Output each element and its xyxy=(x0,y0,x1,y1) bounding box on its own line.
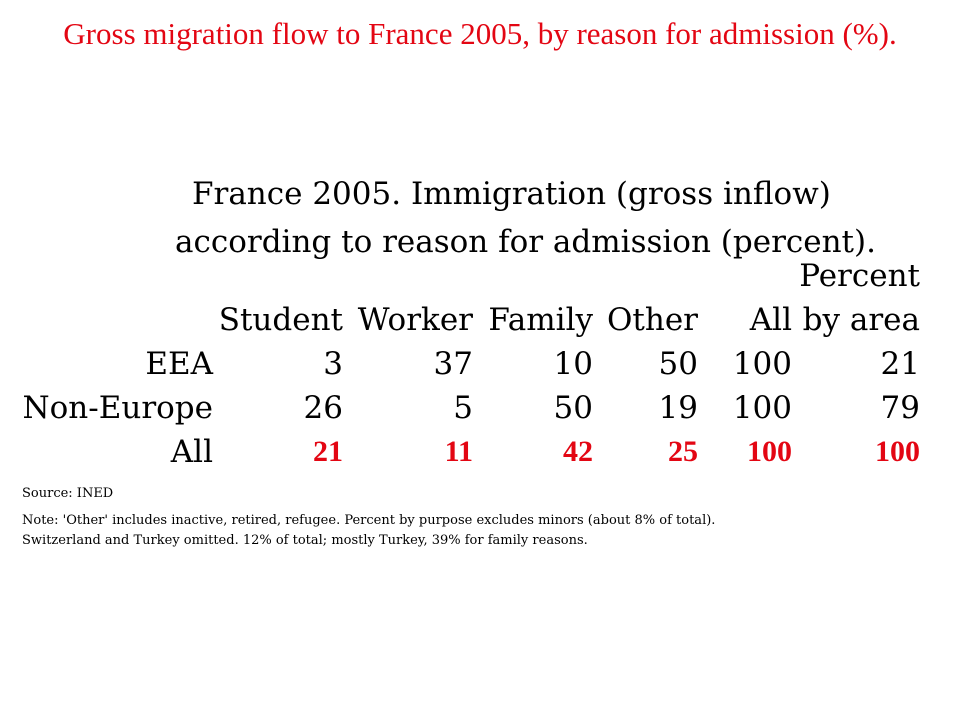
cell-all-family: 42 xyxy=(563,435,593,468)
column-header-family: Family xyxy=(488,302,593,338)
row-label-all: All xyxy=(170,434,213,470)
cell-non-europe-all: 100 xyxy=(732,390,792,426)
cell-non-europe-by-area: 79 xyxy=(880,390,920,426)
cell-eea-family: 10 xyxy=(553,346,593,382)
column-header-all: All xyxy=(749,302,792,338)
slide-title: Gross migration flow to France 2005, by reason for admission (%). xyxy=(63,16,897,51)
table-heading-line-1: France 2005. Immigration (gross inflow) xyxy=(192,176,831,212)
cell-eea-all: 100 xyxy=(732,346,792,382)
cell-all-worker: 11 xyxy=(444,435,473,468)
column-header-worker: Worker xyxy=(357,302,473,338)
cell-all-by-area: 100 xyxy=(875,435,920,468)
cell-non-europe-student: 26 xyxy=(303,390,343,426)
table-notes xyxy=(22,484,715,551)
cell-eea-by-area: 21 xyxy=(880,346,920,382)
column-header-other: Other xyxy=(606,302,698,338)
column-header-student: Student xyxy=(218,302,343,338)
note-line-1: Note: 'Other' includes inactive, retired, refugee. Percent by purpose excludes minors (about 8% of total). xyxy=(22,513,716,528)
cell-all-all: 100 xyxy=(747,435,792,468)
cell-all-other: 25 xyxy=(668,435,698,468)
cell-eea-worker: 37 xyxy=(433,346,473,382)
column-header-percent: Percent xyxy=(799,258,920,294)
row-label-non-europe: Non-Europe xyxy=(22,390,213,426)
cell-non-europe-worker: 5 xyxy=(453,390,473,426)
cell-non-europe-other: 19 xyxy=(658,390,698,426)
cell-all-student: 21 xyxy=(313,435,343,468)
cell-eea-other: 50 xyxy=(658,346,698,382)
source-note: Source: INED xyxy=(22,486,114,501)
row-label-eea: EEA xyxy=(145,346,213,382)
cell-non-europe-family: 50 xyxy=(553,390,593,426)
table-heading-line-2: according to reason for admission (percent). xyxy=(175,224,876,260)
note-line-2: Switzerland and Turkey omitted. 12% of total; mostly Turkey, 39% for family reasons. xyxy=(22,533,588,548)
column-header-by-area: by area xyxy=(802,302,920,338)
cell-eea-student: 3 xyxy=(323,346,343,382)
